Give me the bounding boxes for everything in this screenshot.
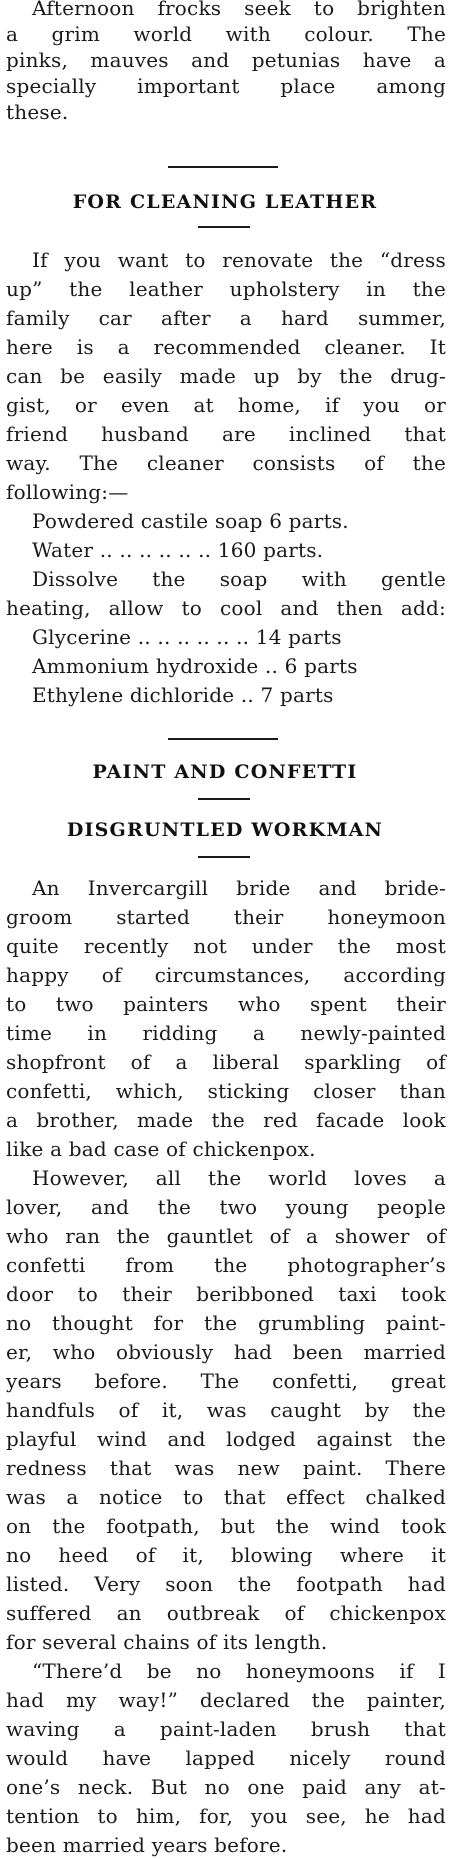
text-line: happy of circumstances, according [6, 963, 446, 987]
section-divider [168, 166, 278, 168]
text-line: door to their beribboned taxi took [6, 1282, 446, 1306]
text-line: redness that was new paint. There [6, 1456, 446, 1480]
text-line: can be easily made up by the drug- [6, 364, 446, 388]
section-divider [168, 738, 278, 740]
text-line: friend husband are inclined that [6, 422, 446, 446]
ingredient-line: Ethylene dichloride .. 7 parts [32, 683, 334, 707]
heading-underline [198, 226, 250, 228]
recipe-line: Water .. .. .. .. .. .. 160 parts. [32, 538, 324, 562]
text-line: was a notice to that effect chalked [6, 1485, 446, 1509]
text-line: no thought for the grumbling paint- [6, 1311, 446, 1335]
text-line: following:— [6, 480, 129, 504]
text-line: years before. The confetti, great [6, 1369, 446, 1393]
text-line: waving a paint-laden brush that [6, 1717, 446, 1741]
text-line: Afternoon frocks seek to brighten [32, 0, 446, 20]
text-line: who ran the gauntlet of a shower of [6, 1224, 446, 1248]
text-line: confetti from the photographer’s [6, 1253, 446, 1277]
recipe-line: Powdered castile soap 6 parts. [32, 509, 349, 533]
text-line: had my way!” declared the painter, [6, 1688, 446, 1712]
text-line: “There’d be no honeymoons if I [32, 1659, 446, 1683]
ingredient-line: Glycerine .. .. .. .. .. .. 14 parts [32, 625, 342, 649]
text-line: Dissolve the soap with gentle [32, 567, 446, 591]
text-line: tention to him, for, you see, he had [6, 1804, 446, 1828]
section-heading: PAINT AND CONFETTI [92, 761, 358, 783]
text-line: time in ridding a newly-painted [6, 1021, 446, 1045]
text-line: would have lapped nicely round [6, 1746, 446, 1770]
text-line: er, who obviously had been married [6, 1340, 446, 1364]
section-heading: FOR CLEANING LEATHER [72, 191, 378, 213]
text-line: on the footpath, but the wind took [6, 1514, 446, 1538]
text-line: way. The cleaner consists of the [6, 451, 446, 475]
text-line: quite recently not under the most [6, 934, 446, 958]
text-line: no heed of it, blowing where it [6, 1543, 446, 1567]
text-line: An Invercargill bride and bride- [32, 876, 446, 900]
text-line: these. [6, 100, 69, 124]
heading-underline [198, 798, 250, 800]
text-line: pinks, mauves and petunias have a [6, 48, 446, 72]
heading-underline [198, 856, 250, 858]
text-line: playful wind and lodged against the [6, 1427, 446, 1451]
text-line: here is a recommended cleaner. It [6, 335, 446, 359]
text-line: to two painters who spent their [6, 992, 446, 1016]
section-subheading: DISGRUNTLED WORKMAN [66, 819, 384, 841]
text-line: lover, and the two young people [6, 1195, 446, 1219]
text-line: shopfront of a liberal sparkling of [6, 1050, 446, 1074]
text-line: up” the leather upholstery in the [6, 277, 446, 301]
text-line: However, all the world loves a [32, 1166, 446, 1190]
text-line: handfuls of it, was caught by the [6, 1398, 446, 1422]
text-line: suffered an outbreak of chickenpox [6, 1601, 446, 1625]
text-line: like a bad case of chickenpox. [6, 1137, 316, 1161]
text-line: listed. Very soon the footpath had [6, 1572, 446, 1596]
text-line: a grim world with colour. The [6, 22, 446, 46]
ingredient-line: Ammonium hydroxide .. 6 parts [32, 654, 358, 678]
text-line: one’s neck. But no one paid any at- [6, 1775, 446, 1799]
text-line: a brother, made the red facade look [6, 1108, 446, 1132]
text-line: confetti, which, sticking closer than [6, 1079, 446, 1103]
text-line: specially important place among [6, 74, 446, 98]
text-line: heating, allow to cool and then add: [6, 596, 446, 620]
text-line: gist, or even at home, if you or [6, 393, 446, 417]
text-line: If you want to renovate the “dress [32, 248, 446, 272]
text-line: family car after a hard summer, [6, 306, 446, 330]
text-line: groom started their honeymoon [6, 905, 446, 929]
text-line: been married years before. [6, 1833, 288, 1857]
text-line: for several chains of its length. [6, 1630, 328, 1654]
